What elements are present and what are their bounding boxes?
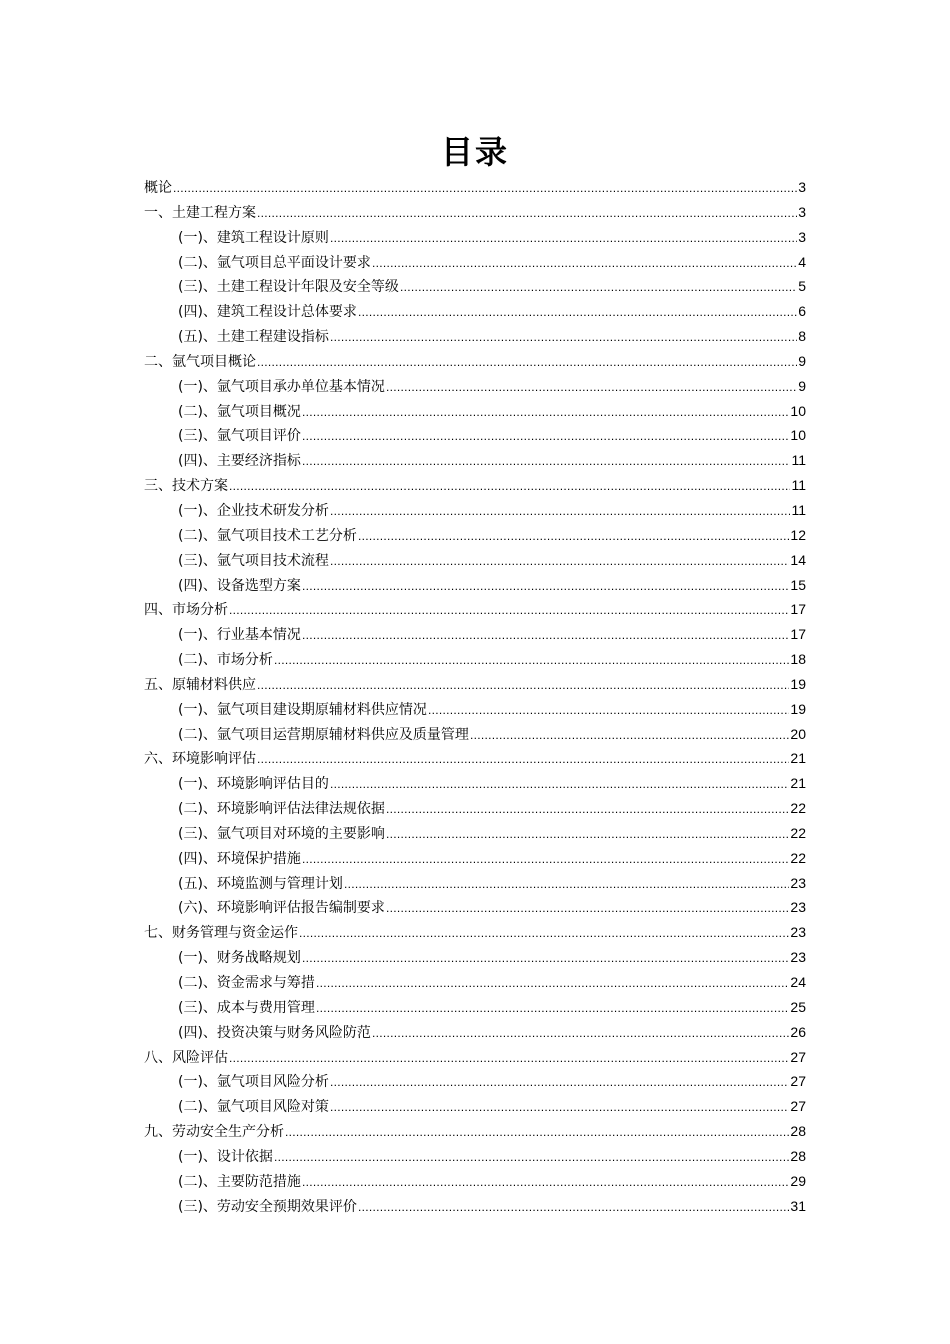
toc-entry-page-number: 6 (798, 303, 806, 320)
toc-dot-leader (229, 1046, 789, 1071)
toc-dot-leader (173, 176, 797, 201)
toc-entry-label: (三)、成本与费用管理 (178, 999, 315, 1016)
toc-entry-page-number: 11 (791, 452, 806, 469)
toc-entry[interactable] (144, 1094, 806, 1119)
toc-entry-label: (一)、环境影响评估目的 (178, 776, 329, 793)
toc-dot-leader (386, 822, 789, 847)
toc-entry-page-number: 31 (790, 1197, 806, 1214)
toc-entry[interactable] (144, 995, 806, 1020)
toc-entry[interactable] (144, 423, 806, 448)
toc-entry[interactable] (144, 399, 806, 424)
toc-entry-page-number: 23 (790, 949, 806, 966)
toc-dot-leader (257, 747, 789, 772)
toc-entry-page-number: 22 (790, 824, 806, 841)
toc-entry[interactable] (144, 697, 806, 722)
toc-dot-leader (330, 549, 789, 574)
toc-entry[interactable] (144, 200, 806, 225)
toc-dot-leader (400, 275, 797, 300)
toc-entry-label: (四)、环境保护措施 (178, 850, 301, 867)
toc-entry-label: (二)、氩气项目运营期原辅材料供应及质量管理 (178, 726, 469, 743)
toc-dot-leader (330, 325, 797, 350)
toc-entry-page-number: 11 (791, 477, 806, 494)
toc-dot-leader (316, 971, 789, 996)
toc-entry-label: (二)、市场分析 (178, 652, 273, 669)
toc-dot-leader (274, 1145, 789, 1170)
toc-entry-label: (一)、设计依据 (178, 1148, 273, 1165)
toc-entry-page-number: 22 (790, 800, 806, 817)
toc-entry-page-number: 23 (790, 924, 806, 941)
toc-dot-leader (257, 673, 789, 698)
toc-entry-label: (一)、氩气项目建设期原辅材料供应情况 (178, 701, 427, 718)
toc-entry[interactable] (144, 274, 806, 299)
toc-dot-leader (229, 474, 790, 499)
toc-entry[interactable] (144, 821, 806, 846)
toc-entry-label: (二)、氩气项目概况 (178, 403, 301, 420)
toc-entry-page-number: 3 (798, 179, 806, 195)
toc-entry-page-number: 10 (790, 427, 806, 444)
toc-entry[interactable] (144, 523, 806, 548)
toc-dot-leader (372, 251, 797, 276)
toc-entry[interactable] (144, 374, 806, 399)
toc-entry[interactable] (144, 1045, 806, 1070)
toc-dot-leader (299, 921, 789, 946)
table-of-contents (144, 175, 806, 1218)
toc-entry-page-number: 5 (798, 278, 806, 295)
toc-entry[interactable] (144, 945, 806, 970)
toc-entry[interactable] (144, 225, 806, 250)
toc-entry-page-number: 21 (790, 775, 806, 792)
toc-entry-label: (一)、建筑工程设计原则 (178, 229, 329, 246)
toc-entry-page-number: 14 (790, 551, 806, 568)
toc-entry[interactable] (144, 746, 806, 771)
toc-entry[interactable] (144, 498, 806, 523)
toc-entry-label: (二)、资金需求与筹措 (178, 975, 315, 991)
toc-entry-page-number: 20 (790, 725, 806, 742)
toc-dot-leader (358, 524, 789, 549)
toc-dot-leader (344, 872, 789, 897)
toc-dot-leader (330, 226, 797, 251)
toc-entry-page-number: 27 (790, 1073, 806, 1090)
toc-dot-leader (386, 375, 797, 400)
toc-entry[interactable] (144, 1194, 806, 1219)
toc-entry-label: 五、原辅材料供应 (144, 676, 256, 693)
toc-entry-page-number: 17 (790, 626, 806, 643)
toc-entry-label: (六)、环境影响评估报告编制要求 (178, 900, 385, 917)
toc-entry-page-number: 9 (798, 377, 806, 394)
toc-dot-leader (302, 449, 791, 474)
toc-entry-page-number: 21 (790, 750, 806, 767)
toc-entry-page-number: 24 (790, 974, 806, 990)
toc-entry[interactable] (144, 473, 806, 498)
toc-entry[interactable] (144, 573, 806, 598)
toc-entry-page-number: 28 (790, 1123, 806, 1140)
toc-entry-page-number: 29 (790, 1172, 806, 1189)
toc-entry[interactable] (144, 771, 806, 796)
toc-dot-leader (358, 1195, 789, 1220)
toc-dot-leader (229, 598, 789, 623)
toc-entry[interactable] (144, 1069, 806, 1094)
toc-entry[interactable] (144, 299, 806, 324)
toc-dot-leader (302, 1170, 789, 1195)
toc-dot-leader (330, 1070, 789, 1095)
toc-entry[interactable] (144, 1119, 806, 1144)
toc-entry-label: (一)、企业技术研发分析 (178, 502, 329, 519)
toc-entry[interactable] (144, 970, 806, 995)
toc-entry-label: (四)、建筑工程设计总体要求 (178, 304, 357, 321)
toc-entry[interactable] (144, 1020, 806, 1045)
toc-title: 目录 (440, 133, 509, 171)
toc-entry-label: 一、土建工程方案 (144, 204, 256, 221)
toc-dot-leader (302, 400, 789, 425)
toc-entry-page-number: 28 (790, 1147, 806, 1164)
toc-entry-label: (一)、行业基本情况 (178, 627, 301, 644)
toc-entry-page-number: 17 (790, 601, 806, 618)
toc-entry-page-number: 11 (791, 501, 806, 518)
toc-dot-leader (316, 996, 789, 1021)
toc-entry-page-number: 19 (790, 700, 806, 717)
toc-dot-leader (386, 797, 789, 822)
toc-entry-label: (三)、氩气项目评价 (178, 428, 301, 445)
toc-entry-label: (一)、氩气项目承办单位基本情况 (178, 378, 385, 395)
toc-dot-leader (285, 1120, 789, 1145)
toc-dot-leader (386, 896, 789, 921)
toc-entry-page-number: 10 (790, 402, 806, 419)
toc-entry-page-number: 3 (798, 203, 806, 220)
toc-entry-label: (五)、土建工程建设指标 (178, 329, 329, 346)
toc-dot-leader (330, 1095, 789, 1120)
toc-dot-leader (302, 424, 789, 449)
toc-entry-label: 概论 (144, 180, 172, 196)
toc-dot-leader (302, 946, 789, 971)
toc-entry-page-number: 27 (790, 1048, 806, 1065)
toc-entry[interactable] (144, 250, 806, 275)
toc-entry[interactable] (144, 324, 806, 349)
toc-dot-leader (330, 772, 789, 797)
toc-entry[interactable] (144, 548, 806, 573)
toc-entry-label: (四)、设备选型方案 (178, 577, 301, 594)
toc-entry[interactable] (144, 895, 806, 920)
toc-entry-label: (二)、氩气项目风险对策 (178, 1099, 329, 1116)
toc-entry-page-number: 19 (790, 675, 806, 692)
toc-dot-leader (302, 847, 789, 872)
toc-dot-leader (428, 698, 789, 723)
toc-entry[interactable] (144, 722, 806, 747)
toc-entry-label: (三)、氩气项目技术流程 (178, 552, 329, 569)
toc-entry[interactable] (144, 175, 806, 200)
toc-dot-leader (302, 574, 789, 599)
toc-entry-label: (二)、主要防范措施 (178, 1173, 301, 1190)
toc-entry-page-number: 22 (790, 849, 806, 866)
toc-entry-page-number: 3 (798, 228, 806, 245)
toc-entry-page-number: 23 (790, 874, 806, 891)
toc-dot-leader (302, 623, 789, 648)
toc-dot-leader (257, 350, 797, 375)
toc-entry-label: 三、技术方案 (144, 478, 228, 495)
toc-dot-leader (470, 723, 789, 748)
toc-dot-leader (372, 1021, 789, 1046)
toc-entry-label: (四)、投资决策与财务风险防范 (178, 1024, 371, 1041)
toc-dot-leader (358, 300, 797, 325)
toc-entry[interactable] (144, 846, 806, 871)
toc-entry[interactable] (144, 349, 806, 374)
toc-entry-label: (一)、氩气项目风险分析 (178, 1074, 329, 1091)
toc-entry-label: 四、市场分析 (144, 602, 228, 619)
toc-entry-page-number: 25 (790, 998, 806, 1015)
toc-dot-leader (257, 201, 797, 226)
toc-entry-page-number: 26 (790, 1023, 806, 1040)
toc-entry-page-number: 18 (790, 651, 806, 668)
toc-entry-label: (三)、土建工程设计年限及安全等级 (178, 279, 399, 296)
toc-dot-leader (274, 648, 789, 673)
toc-entry-label: 八、风险评估 (144, 1049, 228, 1066)
toc-entry-label: 九、劳动安全生产分析 (144, 1124, 284, 1141)
toc-entry-page-number: 15 (790, 576, 806, 593)
toc-entry[interactable] (144, 871, 806, 896)
toc-entry-page-number: 9 (798, 352, 806, 369)
toc-entry[interactable] (144, 796, 806, 821)
toc-entry-label: (五)、环境监测与管理计划 (178, 875, 343, 892)
toc-dot-leader (330, 499, 791, 524)
toc-entry[interactable] (144, 672, 806, 697)
toc-entry[interactable] (144, 597, 806, 622)
toc-entry[interactable] (144, 448, 806, 473)
toc-entry-page-number: 4 (798, 253, 806, 270)
toc-entry-label: (二)、环境影响评估法律法规依据 (178, 801, 385, 818)
toc-entry-label: (一)、财务战略规划 (178, 950, 301, 967)
toc-entry-label: (三)、氩气项目对环境的主要影响 (178, 825, 385, 842)
toc-entry-page-number: 27 (790, 1098, 806, 1115)
toc-entry-label: (三)、劳动安全预期效果评价 (178, 1198, 357, 1215)
toc-entry[interactable] (144, 1169, 806, 1194)
toc-entry-label: 六、环境影响评估 (144, 751, 256, 768)
toc-entry-page-number: 12 (790, 526, 806, 543)
toc-entry-label: (四)、主要经济指标 (178, 453, 301, 470)
toc-entry[interactable] (144, 647, 806, 672)
toc-entry-label: 七、财务管理与资金运作 (144, 925, 298, 942)
toc-entry-label: 二、氩气项目概论 (144, 353, 256, 370)
toc-entry[interactable] (144, 920, 806, 945)
toc-entry[interactable] (144, 1144, 806, 1169)
toc-entry-label: (二)、氩气项目技术工艺分析 (178, 527, 357, 544)
toc-entry-page-number: 8 (798, 328, 806, 345)
toc-entry-page-number: 23 (790, 899, 806, 916)
toc-entry-label: (二)、氩气项目总平面设计要求 (178, 254, 371, 271)
toc-entry[interactable] (144, 622, 806, 647)
